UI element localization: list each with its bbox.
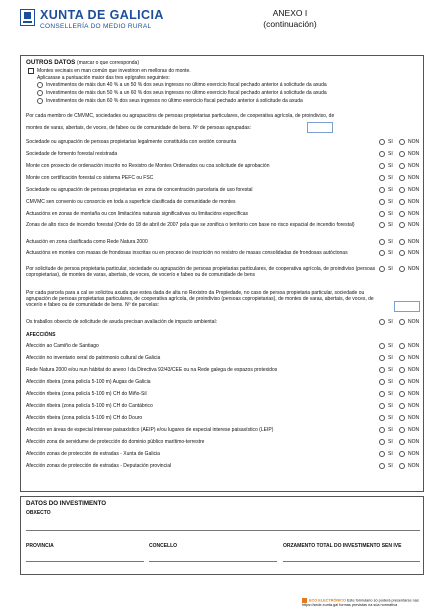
no-radio[interactable] [399,250,405,256]
yes-radio[interactable] [379,151,385,157]
object-field[interactable] [26,517,420,531]
members-question-line-2: montes de varas, abertais, de voces, de fabeo ou de comunidade de bens. Nº de persoas agrupadas: [26,125,252,131]
apply-note: Aplicarase a puntuación maior das tres epígrafes seguintes: [37,75,170,81]
yes-radio[interactable] [379,379,385,385]
annex-heading [230,8,350,30]
no-radio[interactable] [399,239,405,245]
budget-field[interactable] [283,549,420,562]
yes-radio[interactable] [379,403,385,409]
no-radio[interactable] [399,187,405,193]
investment-option-radio[interactable] [37,82,43,88]
investment-title: DATOS DO INVESTIMENTO [26,500,107,507]
footer-line-3: formas previstas na súa normativa [339,603,398,607]
no-radio[interactable] [399,367,405,373]
communal-forest-checkbox[interactable] [28,68,34,74]
yes-radio[interactable] [379,391,385,397]
no-radio[interactable] [399,175,405,181]
yes-radio[interactable] [379,343,385,349]
footer-brand: ECO ELECTRÓNICO [309,598,346,603]
members-question-line-1: Por cada membro de CMVMC, sociedades ou agrupacións de persoas propietarias particulares, de cooperativa agrícola, de proindiviso, de [26,113,335,119]
no-radio[interactable] [399,415,405,421]
yes-radio[interactable] [379,163,385,169]
council-field[interactable] [149,549,277,562]
yes-radio[interactable] [379,211,385,217]
investment-option-label: Investimentos de máis dun 60 % dos seus ingresos no último exercicio fiscal pechado anterior á solicitude da axuda [46,98,303,104]
no-radio[interactable] [399,139,405,145]
no-radio[interactable] [399,151,405,157]
yes-radio[interactable] [379,239,385,245]
yes-radio[interactable] [379,415,385,421]
yes-radio[interactable] [379,355,385,361]
xunta-logo-icon [20,9,35,26]
no-radio[interactable] [399,427,405,433]
province-field[interactable] [26,549,144,562]
org-name: XUNTA DE GALICIA [40,8,164,22]
no-radio[interactable] [399,211,405,217]
no-radio[interactable] [399,266,405,272]
document-header [20,6,420,46]
yes-radio[interactable] [379,451,385,457]
no-radio[interactable] [399,403,405,409]
yes-radio[interactable] [379,187,385,193]
province-label: PROVINCIA [26,543,54,549]
no-radio[interactable] [399,199,405,205]
investment-option-radio[interactable] [37,98,43,104]
yes-radio[interactable] [379,319,385,325]
yes-radio[interactable] [379,367,385,373]
other-data-section: OUTROS DATOS (marcar o que corresponda) Montes vecinais en man común que investiron en melloras do monte. Aplicarase a puntuación maior das tres epígrafes seguintes: Investimentos de máis dun 40 % a un 50 % dos seus ingresos no último exercicio fiscal pechado anterior á solicitude da axuda Investimentos de máis dun 50 % a un 60 % dos seus ingresos no último exercicio fiscal pechado anterior á solicitude da axuda Investimentos de máis dun 60 % dos seus ingresos no último exercicio fiscal pechado anterior á solicitude da axuda Por cada membro de CMVMC, sociedades ou agrupacións de persoas propietarias particulares, de cooperativa agrícola, de proindiviso, de montes de varas, abertais, de voces, de fabeo ou de comunidade de bens. Nº de persoas agrupadas: Sociedade ou agrupación de persoas propietarias legalmente constituída con xestión conxunta SI NON Sociedade de fomento forestal rexistrada SI NON Monte con proxecto de ordenación inscrito no Rexistro de Montes Ordenados ou coa solicitude de aprobación SI NON Monte con certificación forestal co sistema PEFC ou FSC SI NON Sociedade ou agrupación de persoas propietarias en zona de concentración parcelaria de uso forestal SI NON CMVMC sen convenio ou consorcio en toda a superficie clasificada de comunidade de montes SI NON Actuacións en zonas de montaña ou con limitacións naturais significativas ou limitacións específicas SI NON Zonas de alto risco de incendio forestal (Orde do 18 de abril de 2007 pola que se zonifica o territorio con base no risco espacial de incendio forestal) SI NON Actuación en zona clasificada como Rede Natura 2000 SI NON Actuacións en montes con masas de frondosas inscritas ou en proceso de inscrición no rexistro de masas consolidadas de frondosas autóctonas SI NON Por solicitude de persoa propietaria particular, sociedade ou agrupación de persoas propietarias particulares, de cooperativa agrícola, de proindiviso (persoas copropietarias), de montes de varas, abertais, de voces, de vocerío e fabeo ou de comunidade de bens SI NON Por cada parcela para a cal se solicitou axuda que estea dada de alta no Rexistro da Propiedade, no caso de persoa propietaria particular, sociedade ou agrupación de persoas propietarias particulares, de cooperativa agrícola, de proindiviso (persoas copropietarias), de montes de varas, abertais, de voces, de vocerío e fabeo ou de comunidade de bens. Nº de parcelas: Os traballos obxecto de solicitude de axuda precisan avaliación de impacto ambiental: SI NON AFECCIÓNS Afección ao Camiño de Santiago SI NON Afección no inventario xeral do patrimonio cultural de Galicia SI NON Rede Natura 2000 e/ou nun hábitat do anexo I da Directiva 92/43/CEE ou na Rede galega de espazos protexidos SI NON Afección ribeira (zona policía 5-100 m) Augas de Galicia SI NON Afección ribeira (zona policía 5-100 m) CH do Miño-Sil SI NON Afección ribeira (zona policía 5-100 m) CH do Cantábrico SI NON Afección ribeira (zona policía 5-100 m) CH do Douro SI NON Afección en áreas de especial interese paisaxístico (AEIP) e/ou lugares de especial interese paisaxístico (LEIP) SI NON Afección zona de servidume de protección do dominio público marítimo-terrestre SI NON Afección zonas de protección de estradas - Xunta de Galicia SI NON Afección zonas de protección de estradas - Deputación provincial SI NON [20,55,424,492]
afeccions-title: AFECCIÓNS [26,332,56,338]
parcel-count-input[interactable] [394,301,420,312]
yes-radio[interactable] [379,439,385,445]
annex-title: ANEXO I [272,8,308,18]
annex-subtitle: (continuación) [263,19,317,29]
section-title: OUTROS DATOS (marcar o que corresponda) [26,59,139,66]
object-label: OBXECTO [26,510,51,516]
no-radio[interactable] [399,391,405,397]
no-radio[interactable] [399,319,405,325]
footer-line-2[interactable]: https://sede.xunta.gal [302,603,339,607]
yes-radio[interactable] [379,427,385,433]
no-radio[interactable] [399,463,405,469]
investment-option-radio[interactable] [37,90,43,96]
investment-section [20,496,424,575]
yes-radio[interactable] [379,463,385,469]
department-name: CONSELLERÍA DO MEDIO RURAL [40,23,152,30]
council-label: CONCELLO [149,543,178,549]
no-radio[interactable] [399,379,405,385]
no-radio[interactable] [399,222,405,228]
budget-label: ORZAMENTO TOTAL DO INVESTIMENTO SEN IVE [283,543,402,549]
yes-radio[interactable] [379,199,385,205]
yes-radio[interactable] [379,139,385,145]
no-radio[interactable] [399,343,405,349]
yes-radio[interactable] [379,250,385,256]
members-count-input[interactable] [307,122,333,133]
no-radio[interactable] [399,355,405,361]
investment-option-label: Investimentos de máis dun 40 % a un 50 % dos seus ingresos no último exercicio fiscal pechado anterior á solicitude da axuda [46,82,327,88]
parcel-question: Por cada parcela para a cal se solicitou axuda que estea dada de alta no Rexistro da Propiedade, no caso de persoa propietaria particular, sociedade ou agrupación de persoas propietarias particulares, de cooperativa agrícola, de proindiviso (persoas copropietarias), de montes de varas, abertais, de voces, de vocerío e fabeo ou de comunidade de bens. Nº de parcelas: [26,290,374,308]
yes-radio[interactable] [379,175,385,181]
footer-line-1: Este formulario só poderá presentarse nas [346,598,419,603]
yes-radio[interactable] [379,222,385,228]
communal-forest-label: Montes vecinais en man común que investiron en melloras do monte. [37,68,191,74]
no-radio[interactable] [399,163,405,169]
no-radio[interactable] [399,451,405,457]
no-radio[interactable] [399,439,405,445]
investment-option-label: Investimentos de máis dun 50 % a un 60 % dos seus ingresos no último exercicio fiscal pechado anterior á solicitude da axuda [46,90,327,96]
yes-radio[interactable] [379,266,385,272]
footer-note [302,598,428,608]
